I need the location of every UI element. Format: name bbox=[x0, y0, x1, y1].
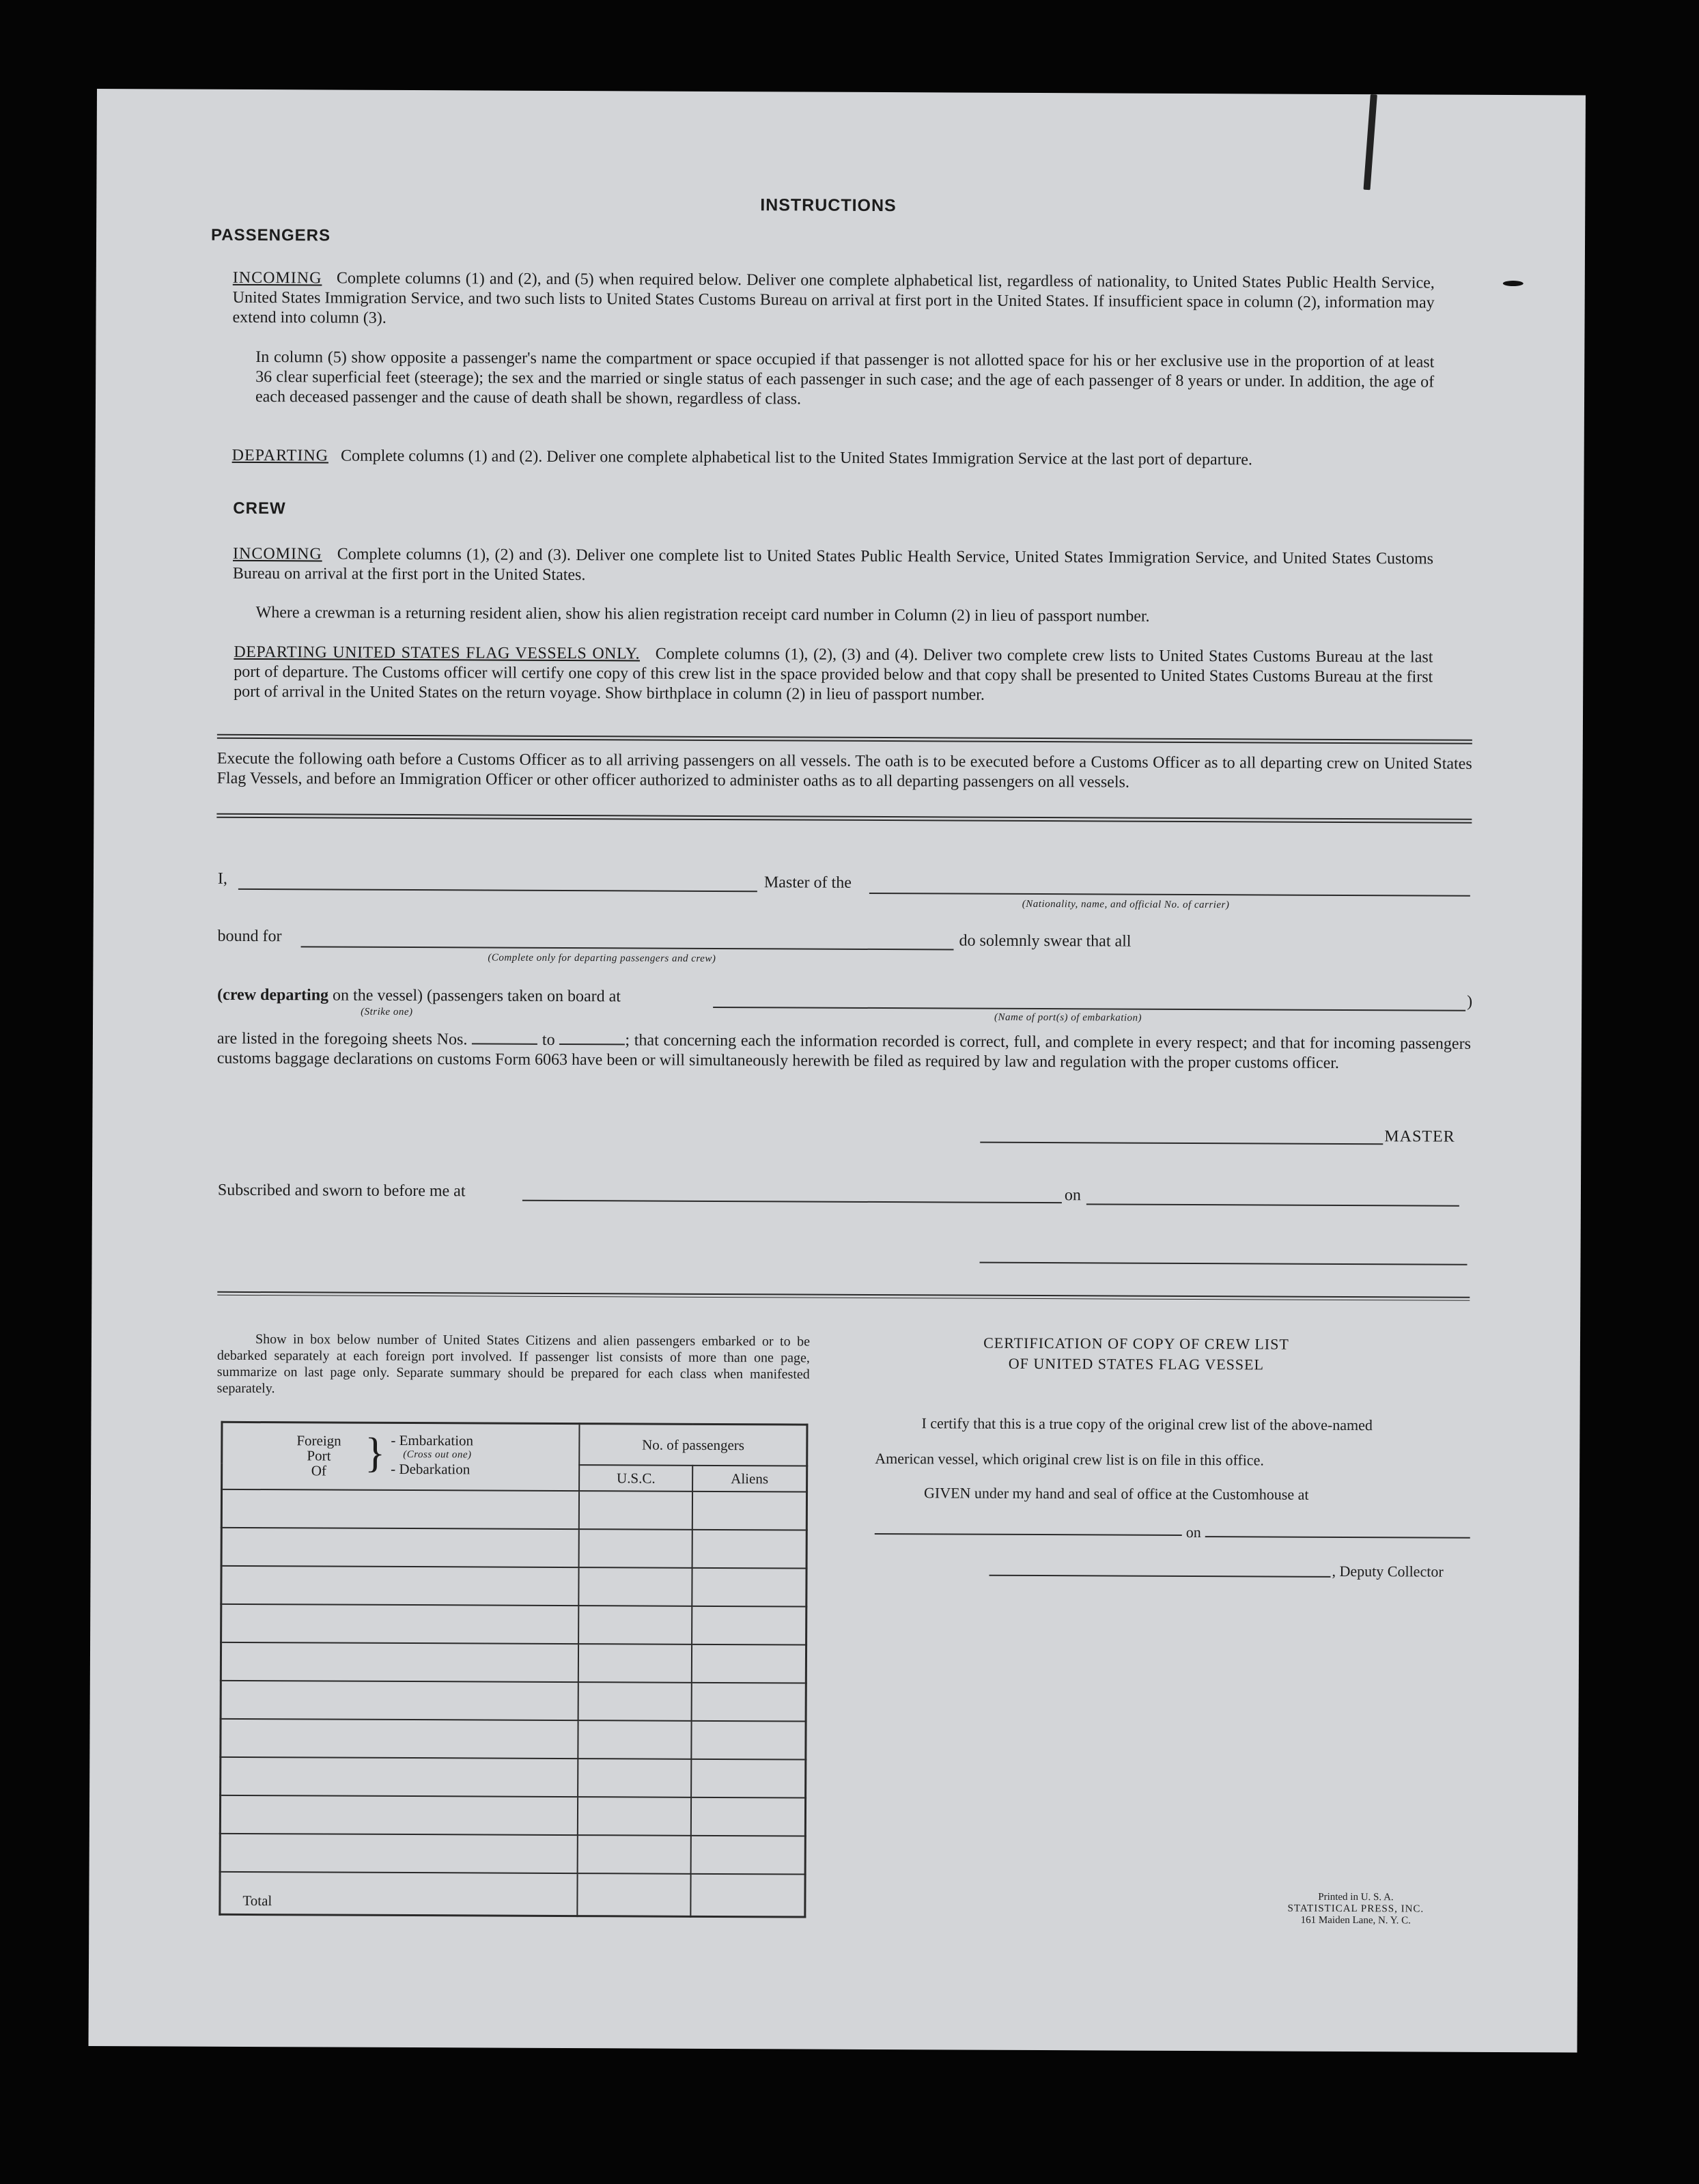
strike-one-options bbox=[217, 985, 621, 1007]
carrier-field[interactable] bbox=[869, 893, 1470, 897]
port-cell[interactable] bbox=[221, 1489, 579, 1529]
master-label: MASTER bbox=[1384, 1128, 1455, 1146]
table-row bbox=[220, 1834, 805, 1875]
aliens-header: Aliens bbox=[692, 1466, 807, 1492]
swear-text: do solemnly swear that all bbox=[959, 932, 1132, 951]
table-row bbox=[221, 1604, 806, 1645]
foreign-label: Foreign bbox=[296, 1432, 341, 1449]
section-divider bbox=[216, 813, 1472, 824]
certification-line-2: American vessel, which original crew list is on file in this office. bbox=[875, 1449, 1264, 1469]
passengers-incoming-paragraph bbox=[232, 268, 1434, 333]
port-cell[interactable] bbox=[221, 1604, 579, 1644]
passengers-incoming-text: Complete columns (1) and (2), and (5) when required below. Deliver one complete alphabetical list, regardless of nationality, to United States Public Health Service, United States Immigration Service, and two such lists to United States Customs Bureau on arrival at first port in the United States. If insufficient space in column (2), information may extend into column (3). bbox=[232, 269, 1435, 327]
section-divider bbox=[217, 1291, 1470, 1301]
usc-cell[interactable] bbox=[578, 1759, 692, 1797]
passengers-departing-paragraph bbox=[232, 446, 1434, 471]
cross-out-caption: (Cross out one) bbox=[403, 1448, 472, 1461]
passengers-heading: PASSENGERS bbox=[211, 225, 331, 245]
strike-one-caption: (Strike one) bbox=[361, 1006, 413, 1018]
bound-for-field[interactable] bbox=[301, 946, 954, 950]
oath-certification-paragraph bbox=[217, 1029, 1471, 1074]
sworn-date-field[interactable] bbox=[1086, 1203, 1459, 1206]
usc-total-cell[interactable] bbox=[578, 1873, 691, 1916]
total-label: Total bbox=[220, 1872, 578, 1916]
embarkation-option[interactable]: - Embarkation bbox=[391, 1431, 474, 1449]
sheet-to-field[interactable] bbox=[559, 1044, 625, 1045]
table-row bbox=[221, 1566, 806, 1607]
embarkation-port-field[interactable] bbox=[713, 1007, 1465, 1011]
master-name-field[interactable] bbox=[238, 888, 757, 892]
listed-text-b: ; that concerning each the information recorded is correct, full, and complete in every respect; and that for incoming passengers customs baggage declarations on customs Form 6063 have been or will simultaneously herewith be filed as required by law and regulation with the proper customs officer. bbox=[216, 1031, 1472, 1072]
usc-cell[interactable] bbox=[578, 1644, 692, 1683]
crew-departing-label: DEPARTING UNITED STATES FLAG VESSELS ONLY. bbox=[234, 643, 641, 663]
table-row bbox=[221, 1642, 806, 1683]
printer-line-3: 161 Maiden Lane, N. Y. C. bbox=[1300, 1914, 1411, 1927]
summary-instructions: Show in box below number of United States Citizens and alien passengers embarked or to be debarked separately at each foreign port involved. If passenger list consists of more than one page, summarize on last page only. Separate summary should be prepared for each class when manifested separately. bbox=[216, 1332, 811, 1397]
table-row bbox=[221, 1719, 806, 1760]
table-row bbox=[221, 1528, 806, 1569]
foreign-port-of bbox=[296, 1433, 341, 1478]
aliens-cell[interactable] bbox=[691, 1797, 806, 1836]
port-cell[interactable] bbox=[221, 1528, 579, 1567]
subscribed-label: Subscribed and sworn to before me at bbox=[217, 1181, 466, 1201]
total-row bbox=[220, 1872, 805, 1917]
debarkation-option[interactable]: - Debarkation bbox=[391, 1460, 471, 1478]
close-paren: ) bbox=[1467, 992, 1473, 1011]
port-header-cell bbox=[222, 1422, 580, 1491]
passengers-taken-option[interactable]: (passengers taken on board at bbox=[426, 987, 621, 1006]
port-cell[interactable] bbox=[220, 1834, 578, 1873]
table-row bbox=[221, 1681, 806, 1722]
printer-line-1: Printed in U. S. A. bbox=[1318, 1891, 1394, 1903]
crew-departing-text: Complete columns (1), (2), (3) and (4). Deliver two complete crew lists to United States Customs Bureau at the last port of departure. The Customs officer will certify one copy of this crew list in the space provided below and that copy shall be presented to United States Customs Bureau at the first port of arrival in the United States on the return voyage. Show birthplace in column (2) in lieu of passport number. bbox=[234, 645, 1433, 704]
sworn-on-label: on bbox=[1064, 1186, 1082, 1205]
aliens-cell[interactable] bbox=[692, 1683, 806, 1722]
oath-i-label: I, bbox=[217, 869, 228, 888]
certification-on-label: on bbox=[1185, 1523, 1201, 1541]
table-row bbox=[221, 1489, 806, 1530]
passengers-column5-paragraph: In column (5) show opposite a passenger's name the compartment or space occupied if that passenger is not allotted space for his or her exclusive use in the proportion of at least 36 clear superficial feet (steerage); the sex and the married or single status of each passenger in such case; and the age of each passenger of 8 years or under. In addition, the age of each deceased passenger and the cause of death shall be shown, regardless of class. bbox=[255, 348, 1435, 408]
printer-line-2: STATISTICAL PRESS, INC. bbox=[1287, 1903, 1424, 1915]
crew-departing-paragraph bbox=[234, 643, 1433, 708]
section-divider bbox=[217, 734, 1472, 744]
port-cell[interactable] bbox=[220, 1795, 578, 1835]
aliens-cell[interactable] bbox=[692, 1606, 806, 1645]
sworn-location-field[interactable] bbox=[522, 1200, 1062, 1203]
crew-incoming-text: Complete columns (1), (2) and (3). Deliver one complete list to United States Public Health Service, United States Immigration Service, and United States Customs Bureau on arrival at the first port in the United States. bbox=[232, 545, 1434, 585]
table-row bbox=[221, 1757, 806, 1798]
port-cell[interactable] bbox=[221, 1642, 578, 1682]
bound-for-label: bound for bbox=[217, 927, 282, 946]
bound-for-caption: (Complete only for departing passengers and crew) bbox=[488, 952, 716, 964]
crew-heading: CREW bbox=[233, 499, 286, 518]
passengers-incoming-label: INCOMING bbox=[232, 268, 322, 288]
certification-line-1: I certify that this is a true copy of the original crew list of the above-named bbox=[921, 1414, 1373, 1434]
port-cell[interactable] bbox=[221, 1757, 578, 1797]
aliens-cell[interactable] bbox=[692, 1530, 807, 1569]
usc-cell[interactable] bbox=[579, 1529, 692, 1568]
aliens-cell[interactable] bbox=[691, 1721, 806, 1760]
master-of-label: Master of the bbox=[763, 873, 852, 892]
deputy-signature-field[interactable] bbox=[989, 1575, 1331, 1578]
no-of-passengers-header: No. of passengers bbox=[580, 1424, 807, 1466]
scan-speck bbox=[1503, 281, 1524, 286]
table-row bbox=[220, 1795, 805, 1836]
port-cell[interactable] bbox=[221, 1719, 578, 1759]
passenger-summary-table bbox=[219, 1421, 808, 1918]
printer-imprint bbox=[1250, 1891, 1461, 1927]
scan-tear-mark bbox=[1364, 94, 1377, 190]
crew-resident-paragraph: Where a crewman is a returning resident alien, show his alien registration receipt card number in Column (2) in lieu of passport number. bbox=[255, 604, 1150, 626]
crew-incoming-label: INCOMING bbox=[232, 544, 322, 563]
brace-glyph: } bbox=[365, 1429, 386, 1476]
usc-cell[interactable] bbox=[578, 1720, 692, 1759]
passengers-departing-label: DEPARTING bbox=[231, 446, 329, 465]
embarkation-port-caption: (Name of port(s) of embarkation) bbox=[994, 1011, 1142, 1024]
usc-header: U.S.C. bbox=[580, 1465, 693, 1492]
carrier-caption: (Nationality, name, and official No. of carrier) bbox=[1022, 898, 1230, 911]
master-signature-field[interactable] bbox=[980, 1142, 1383, 1145]
deputy-collector-label: , Deputy Collector bbox=[1332, 1562, 1444, 1580]
certification-title-1: CERTIFICATION OF COPY OF CREW LIST bbox=[983, 1334, 1289, 1353]
certification-title-2: OF UNITED STATES FLAG VESSEL bbox=[1008, 1354, 1265, 1373]
usc-cell[interactable] bbox=[578, 1797, 691, 1836]
port-label: Port bbox=[307, 1447, 331, 1464]
usc-cell[interactable] bbox=[578, 1835, 691, 1874]
listed-to: to bbox=[542, 1031, 555, 1049]
embark-debark-options bbox=[391, 1433, 473, 1477]
usc-cell[interactable] bbox=[579, 1606, 692, 1644]
certification-date-field[interactable] bbox=[1205, 1536, 1470, 1539]
page-title: INSTRUCTIONS bbox=[760, 195, 897, 216]
aliens-cell[interactable] bbox=[692, 1568, 806, 1607]
passengers-departing-text: Complete columns (1) and (2). Deliver one complete alphabetical list to the United States Immigration Service at the last port of departure. bbox=[340, 447, 1252, 469]
on-vessel-text: on the vessel) bbox=[333, 986, 423, 1005]
listed-text-a: are listed in the foregoing sheets Nos. bbox=[216, 1029, 468, 1049]
crew-departing-option[interactable]: (crew departing bbox=[217, 985, 329, 1005]
usc-cell[interactable] bbox=[579, 1491, 692, 1530]
form-page bbox=[88, 89, 1585, 2052]
customhouse-field[interactable] bbox=[875, 1533, 1182, 1536]
port-cell[interactable] bbox=[221, 1566, 579, 1606]
aliens-cell[interactable] bbox=[692, 1492, 807, 1530]
crew-incoming-paragraph bbox=[233, 544, 1433, 589]
usc-cell[interactable] bbox=[578, 1682, 692, 1721]
usc-cell[interactable] bbox=[579, 1567, 692, 1606]
sheet-from-field[interactable] bbox=[472, 1043, 537, 1044]
of-label: Of bbox=[311, 1462, 326, 1479]
oath-instructions: Execute the following oath before a Customs Officer as to all arriving passengers on all vessels. The oath is to be executed before a Customs Officer as to all departing crew on United States Flag Vessels, and before an Immigration Officer or other officer authorized to administer oaths as to all departing passengers on all vessels. bbox=[216, 749, 1472, 792]
aliens-cell[interactable] bbox=[692, 1644, 806, 1683]
certification-line-3: GIVEN under my hand and seal of office at the Customhouse at bbox=[923, 1484, 1309, 1503]
aliens-cell[interactable] bbox=[691, 1759, 806, 1798]
aliens-total-cell[interactable] bbox=[690, 1874, 805, 1917]
aliens-cell[interactable] bbox=[691, 1836, 806, 1875]
officer-signature-field[interactable] bbox=[980, 1262, 1468, 1265]
port-cell[interactable] bbox=[221, 1681, 578, 1720]
